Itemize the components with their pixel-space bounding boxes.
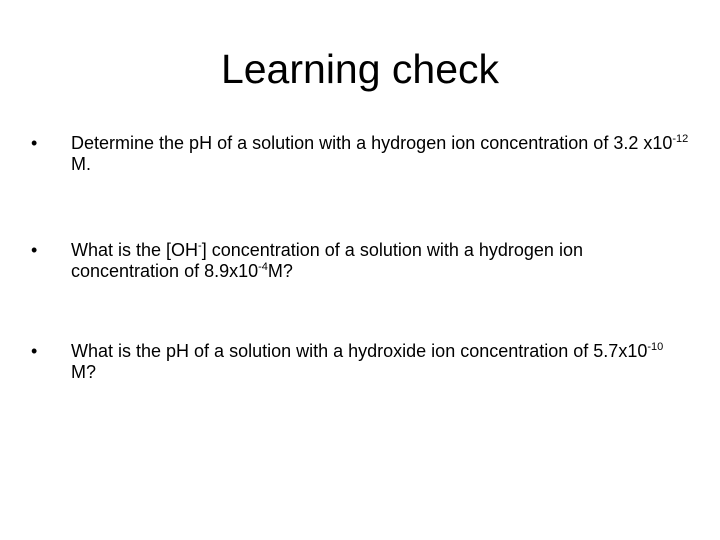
question-text-part: What is the [OH: [71, 240, 199, 260]
question-text-part: M?: [267, 261, 293, 281]
exponent: -10: [647, 341, 664, 353]
bullet-icon: •: [31, 133, 38, 153]
question-hydroxide-concentration: [31, 240, 691, 282]
bullet-icon: •: [31, 240, 38, 260]
question-text-part: M.: [71, 154, 91, 174]
bullet-icon: •: [31, 341, 38, 361]
question-text-part: ] concentration of a solution with a hydrogen ion concentration of 8.9x10: [71, 240, 583, 281]
charge-superscript: -: [198, 240, 202, 252]
question-text-part: Determine the pH of a solution with a hydrogen ion concentration of 3.2 x10: [71, 133, 673, 153]
slide-title: Learning check: [220, 46, 500, 92]
exponent: -4: [258, 261, 268, 273]
question-text: [71, 133, 691, 175]
question-ph-from-hydrogen-ion: [31, 133, 691, 175]
question-ph-from-hydroxide-ion: [31, 341, 691, 383]
question-text: [71, 240, 691, 282]
question-text: [71, 341, 691, 383]
exponent: -12: [672, 133, 689, 145]
question-text-part: What is the pH of a solution with a hydroxide ion concentration of 5.7x10: [71, 341, 648, 361]
question-text-part: M?: [71, 362, 97, 382]
